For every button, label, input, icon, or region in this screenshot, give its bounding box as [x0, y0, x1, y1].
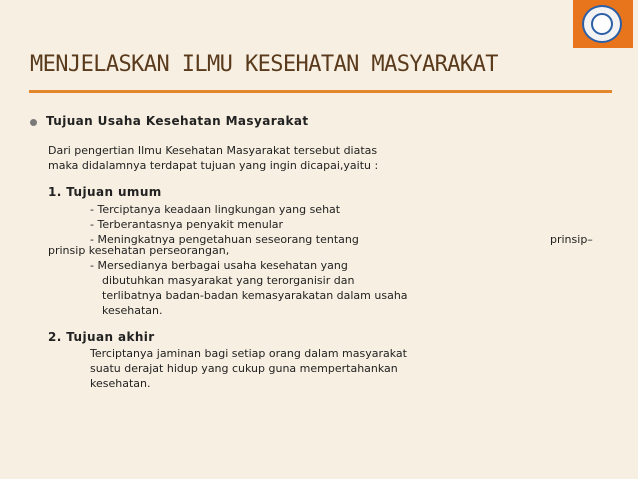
intro-line-2: maka didalamnya terdapat tujuan yang ingin dicapai,yaitu :: [48, 159, 379, 172]
bullet-heading: Tujuan Usaha Kesehatan Masyarakat: [46, 114, 309, 128]
section-1-heading: 1. Tujuan umum: [48, 185, 162, 199]
section-2-heading: 2. Tujuan akhir: [48, 330, 155, 344]
s1-item-2: - Terberantasnya penyakit menular: [90, 218, 284, 231]
s1-item-4-line-4: kesehatan.: [102, 304, 163, 317]
logo-box: [573, 0, 633, 48]
s1-item-4-line-2: dibutuhkan masyarakat yang terorganisir dan: [102, 274, 355, 287]
slide-title: MENJELASKAN ILMU KESEHATAN MASYARAKAT: [30, 52, 498, 77]
s1-item-4-line-3: terlibatnya badan-badan kemasyarakatan dalam usaha: [102, 289, 408, 302]
s1-item-4-line-1: - Mersedianya berbagai usaha kesehatan yang: [90, 259, 348, 272]
s1-item-1: - Terciptanya keadaan lingkungan yang sehat: [90, 203, 341, 216]
s2-line-2: suatu derajat hidup yang cukup guna mempertahankan: [90, 362, 398, 375]
title-underline: [29, 90, 612, 93]
tut-wuri-handayani-logo-icon: [582, 5, 622, 43]
logo-inner-ring: [591, 13, 613, 35]
s2-line-1: Terciptanya jaminan bagi setiap orang dalam masyarakat: [90, 347, 407, 360]
s1-item-3-right: prinsip–: [550, 233, 593, 246]
intro-line-1: Dari pengertian Ilmu Kesehatan Masyarakat tersebut diatas: [48, 144, 378, 157]
s1-item-3-continued: prinsip kesehatan perseorangan,: [48, 244, 230, 257]
bullet-icon: [30, 119, 37, 126]
s1-item-3: - Meningkatnya pengetahuan seseorang tentang: [90, 233, 359, 246]
s2-line-3: kesehatan.: [90, 377, 151, 390]
